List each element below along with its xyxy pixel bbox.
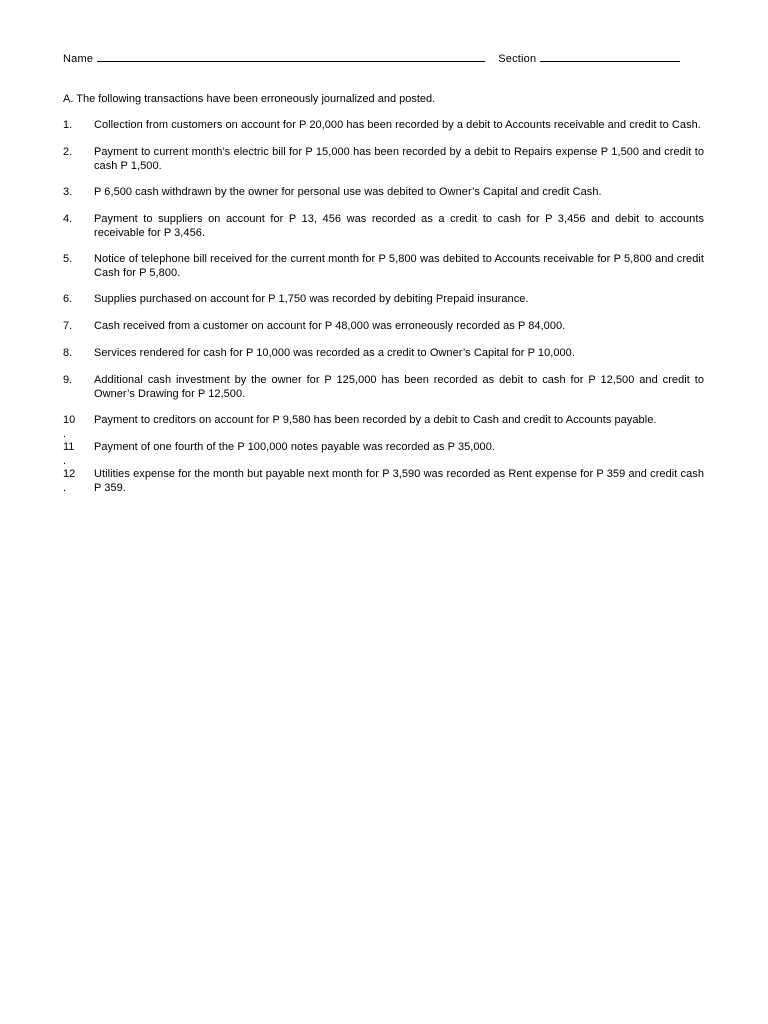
item-text: Utilities expense for the month but payable next month for P 3,590 was recorded as Rent expense for P 359 and credit cash P 359. xyxy=(94,468,704,494)
list-item xyxy=(63,186,704,200)
item-number: 9. xyxy=(63,374,73,386)
section-title: A. The following transactions have been erroneously journalized and posted. xyxy=(63,93,436,105)
item-number: 11 . xyxy=(63,441,75,467)
item-number: 12 . xyxy=(63,468,76,494)
list-item xyxy=(63,119,704,133)
item-text: P 6,500 cash withdrawn by the owner for personal use was debited to Owner’s Capital and credit Cash. xyxy=(94,186,602,198)
list-item xyxy=(63,253,704,280)
item-number: 6. xyxy=(63,293,73,305)
name-blank-line xyxy=(97,50,485,62)
list-item xyxy=(63,146,704,173)
list-item xyxy=(63,414,704,440)
item-text: Cash received from a customer on account for P 48,000 was erroneously recorded as P 84,000. xyxy=(94,320,566,332)
section-blank-line xyxy=(540,50,680,62)
item-text: Services rendered for cash for P 10,000 was recorded as a credit to Owner’s Capital for P 10,000. xyxy=(94,347,575,359)
list-item xyxy=(63,293,704,307)
list-item xyxy=(63,320,704,334)
list-item xyxy=(63,347,704,361)
item-text: Notice of telephone bill received for the current month for P 5,800 was debited to Accounts receivable for P 5,800 and credit Cash for P 5,800. xyxy=(94,253,704,279)
list-item xyxy=(63,213,704,240)
transaction-list xyxy=(63,119,704,508)
item-number: 1. xyxy=(63,119,73,131)
item-number: 2. xyxy=(63,146,73,158)
item-text: Payment to suppliers on account for P 13, 456 was recorded as a credit to cash for P 3,456 and debit to accounts receivable for P 3,456. xyxy=(94,213,704,239)
item-text: Additional cash investment by the owner for P 125,000 has been recorded as debit to cash for P 12,500 and credit to Owner’s Drawing for P 12,500. xyxy=(94,374,704,400)
list-item xyxy=(63,468,704,495)
item-number: 5. xyxy=(63,253,73,265)
header-row xyxy=(63,50,680,66)
name-label: Name xyxy=(63,53,94,65)
item-text: Collection from customers on account for P 20,000 has been recorded by a debit to Accounts receivable and credit to Cash. xyxy=(94,119,701,131)
list-item xyxy=(63,374,704,401)
section-label: Section xyxy=(498,53,537,65)
item-text: Payment of one fourth of the P 100,000 notes payable was recorded as P 35,000. xyxy=(94,441,495,453)
item-number: 8. xyxy=(63,347,73,359)
item-number: 10 . xyxy=(63,414,76,440)
item-text: Payment to current month’s electric bill for P 15,000 has been recorded by a debit to Repairs expense P 1,500 and credit to cash P 1,500. xyxy=(94,146,704,172)
item-number: 7. xyxy=(63,320,73,332)
item-text: Supplies purchased on account for P 1,750 was recorded by debiting Prepaid insurance. xyxy=(94,293,529,305)
list-item xyxy=(63,441,704,467)
item-number: 4. xyxy=(63,213,73,225)
item-number: 3. xyxy=(63,186,73,198)
item-text: Payment to creditors on account for P 9,580 has been recorded by a debit to Cash and credit to Accounts payable. xyxy=(94,414,657,426)
